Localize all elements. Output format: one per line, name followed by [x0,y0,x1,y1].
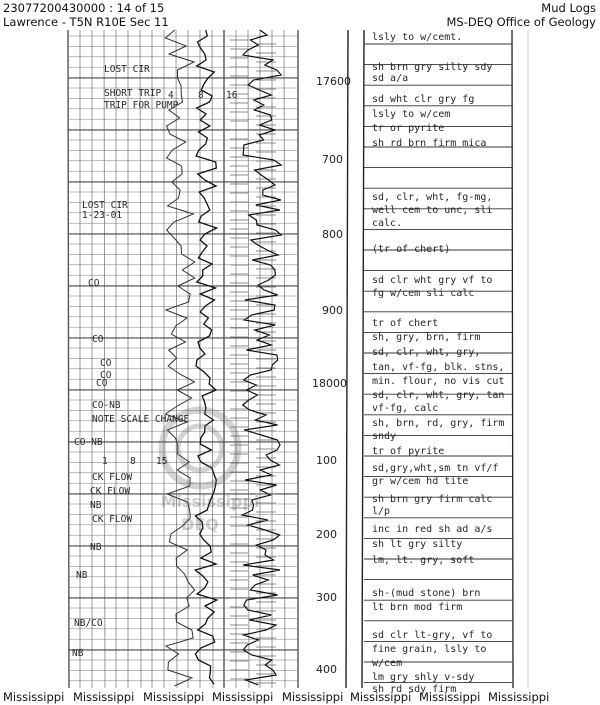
depth-label: 17600 [316,75,351,88]
track-annotation: CO [100,370,112,381]
track-annotation: NOTE SCALE CHANGE [92,414,190,425]
footer-watermark-text: Mississippi [282,690,344,704]
depth-label: 400 [316,663,337,676]
lithology-line: sh, gry, brn, firm [372,332,481,343]
lithology-line: sh brn gry silty sdy [372,62,493,73]
watermark-line2: DEQ [181,515,219,534]
scale-number: 15 [156,456,168,467]
lithology-line: lm, lt. gry, soft [372,555,475,566]
lithology-line: sd clr wht gry vf to [372,275,493,286]
track-annotation: NB/CO [74,618,103,629]
track-annotation: CO [92,334,104,345]
lithology-line: sd, clr, wht, gry, tan [372,390,505,401]
scale-number: 8 [130,456,136,467]
lithology-line: l/p [372,506,391,517]
track-annotation: CO-NB [92,400,121,411]
lithology-line: fine grain, lsly to [372,644,487,655]
track-annotation: CO-NB [74,437,103,448]
mud-log-scan [0,30,600,695]
depth-label: 18000 [312,377,347,390]
lithology-line: sh rd sdy firm [372,684,457,695]
lithology-line: sh, brn, rd, gry, firm [372,418,505,429]
track-annotation: LOST CIR [104,64,150,75]
depth-label: 200 [316,528,337,541]
track-annotation: 1-23-01 [82,210,123,221]
track-annotation: CK FLOW [92,514,133,525]
lithology-line: sh-(mud stone) brn [372,588,481,599]
track-annotation: NB [76,570,88,581]
lithology-line: inc in red sh ad a/s [372,524,493,535]
depth-label: 900 [322,304,343,317]
lithology-line: sh lt gry silty [372,539,463,550]
track-annotation: NB [90,542,102,553]
lithology-line: gr w/cem hd tite [372,476,469,487]
track-annotation: LOST CIR [82,200,128,211]
lithology-line: sd,gry,wht,sm tn vf/f [372,463,499,474]
lithology-line: well cem to unc, sli [372,205,493,216]
lithology-line: sd clr lt-gry, vf to [372,630,493,641]
depth-label: 300 [316,591,337,604]
footer-watermark-text: Mississippi [212,690,274,704]
office-name: MS-DEQ Office of Geology [446,15,596,29]
track-annotation: TRIP FOR PUMP [104,100,179,111]
footer-watermark-text: Mississippi [488,690,550,704]
lithology-line: sd wht clr gry fg [372,94,475,105]
lithology-line: lsly to w/cemt. [372,32,463,43]
footer-watermark-strip [0,690,600,705]
track-annotation: CO [96,378,108,389]
lithology-line: sndy [372,431,397,442]
track-annotation: NB [72,648,84,659]
scale-number: 16 [226,90,238,101]
log-type: Mud Logs [541,1,596,15]
lithology-line: tr of pyrite [372,446,445,457]
lithology-line: (tr of chert) [372,244,451,255]
lithology-line: sd, clr, wht, gry, [372,347,481,358]
footer-watermark-text: Mississippi [73,690,135,704]
depth-label: 700 [322,153,343,166]
depth-label: 100 [316,454,337,467]
file-page-indicator: 23077200430000 : 14 of 15 [3,1,165,15]
lithology-line: w/cem [372,658,403,669]
scale-number: 4 [168,90,174,101]
track-annotation: CK FLOW [92,472,133,483]
lithology-line: tr or pyrite [372,123,445,134]
lithology-line: lm gry shly v-sdy [372,672,475,683]
watermark-line1: Mississippi [160,492,260,511]
lithology-line: sd, clr, wht, fg-mg, [372,192,493,203]
lithology-line: tr of chert [372,318,439,329]
footer-watermark-text: Mississippi [3,690,65,704]
well-location: Lawrence - T5N R10E Sec 11 [3,15,169,29]
track-annotation: NB [90,500,102,511]
lithology-line: lt brn mod firm [372,602,463,613]
track-annotation: SHORT TRIP [104,88,162,99]
lithology-line: min. flour, no vis cut [372,376,505,387]
lithology-line: vf-fg, calc [372,403,439,414]
footer-watermark-text: Mississippi [350,690,412,704]
lithology-line: calc. [372,218,403,229]
lithology-line: sh brn gry firm calc [372,494,493,505]
track-annotation: CK FLOW [90,486,131,497]
grid-vline [68,30,69,688]
lithology-line: fg w/cem sli calc [372,288,475,299]
depth-label: 800 [322,228,343,241]
lithology-line: lsly to w/cem [372,109,451,120]
track-annotation: CO [88,278,100,289]
footer-watermark-text: Mississippi [143,690,205,704]
lithology-line: sd a/a [372,73,409,84]
lithology-line: tan, vf-fg, blk. stns, [372,362,505,373]
track-annotation: CO [100,358,112,369]
scale-number: 8 [198,90,204,101]
footer-watermark-text: Mississippi [419,690,481,704]
scale-number: 1 [102,456,108,467]
lithology-line: sh rd brn firm mica [372,138,487,149]
